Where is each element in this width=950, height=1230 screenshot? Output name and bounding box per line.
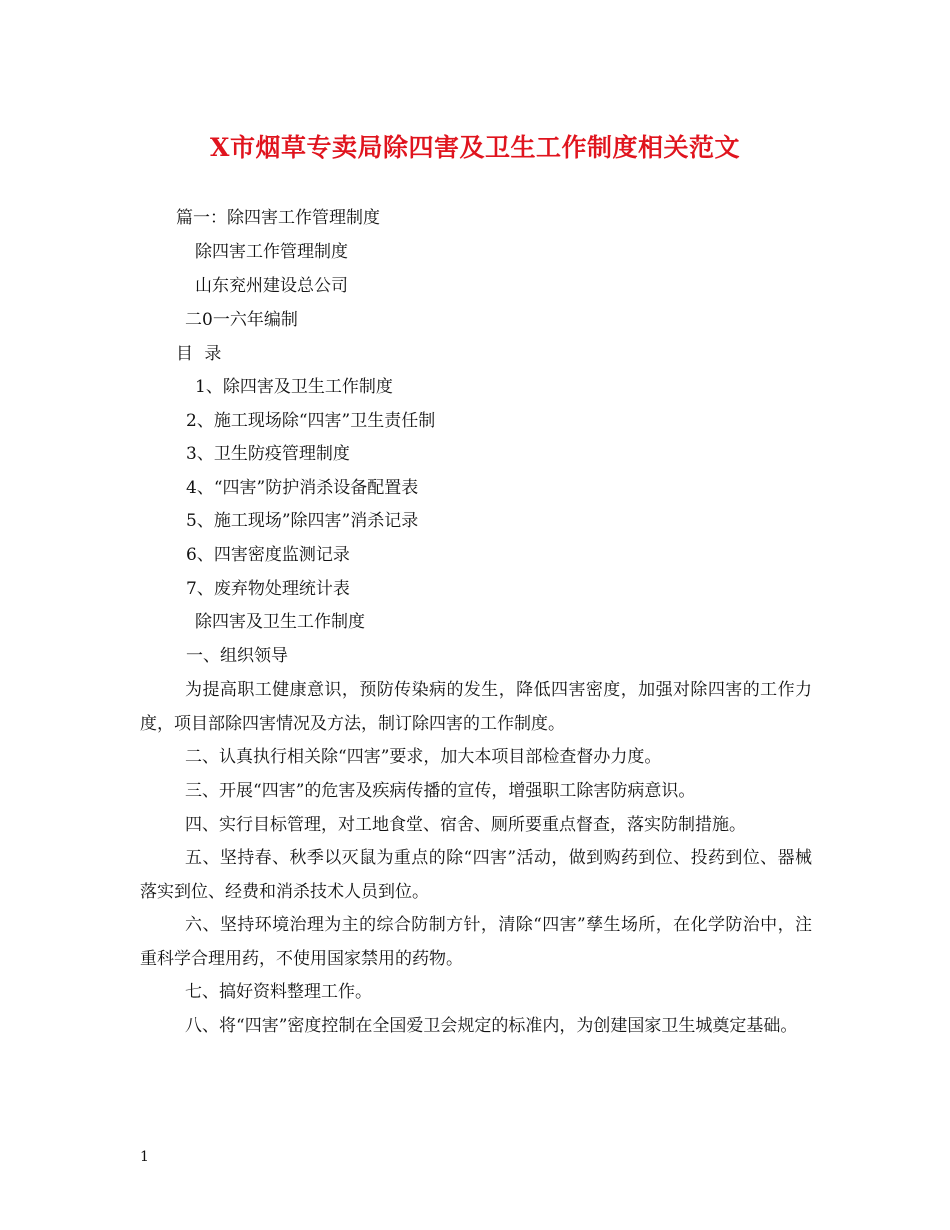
subtitle-line: 除四害工作管理制度 [195,242,348,262]
toc-item: 2、施工现场除“四害”卫生责任制 [186,411,436,431]
company-line: 山东兖州建设总公司 [195,276,348,296]
body-paragraph: 六、坚持环境治理为主的综合防制方针，清除“四害”孳生场所，在化学防治中，注重科学合理用药，不使用国家禁用的药物。 [140,915,812,969]
body-paragraph: 四、实行目标管理，对工地食堂、宿舍、厕所要重点督查，落实防制措施。 [185,815,747,835]
subsection-heading: 一、组织领导 [186,646,288,666]
page-number: 1 [140,1149,149,1165]
toc-item: 6、四害密度监测记录 [186,545,350,565]
date-line: 二0一六年编制 [185,310,298,330]
section-heading: 篇一：除四害工作管理制度 [176,208,380,228]
body-paragraph: 为提高职工健康意识，预防传染病的发生，降低四害密度，加强对除四害的工作力度，项目部除四害情况及方法，制订除四害的工作制度。 [140,680,812,734]
toc-item: 4、“四害”防护消杀设备配置表 [186,478,419,498]
body-paragraph: 五、坚持春、秋季以灭鼠为重点的除“四害”活动，做到购药到位、投药到位、器械落实到位、经费和消杀技术人员到位。 [140,848,812,902]
toc-item: 5、施工现场”除四害”消杀记录 [186,511,419,531]
toc-item: 7、废弃物处理统计表 [186,579,350,599]
section-title: 除四害及卫生工作制度 [195,612,365,632]
document-title: X市烟草专卖局除四害及卫生工作制度相关范文 [210,133,740,162]
toc-item: 3、卫生防疫管理制度 [186,444,350,464]
body-paragraph: 三、开展“四害”的危害及疾病传播的宣传，增强职工除害防病意识。 [185,781,696,801]
body-paragraph: 八、将“四害”密度控制在全国爱卫会规定的标准内，为创建国家卫生城奠定基础。 [185,1016,798,1036]
toc-item: 1、除四害及卫生工作制度 [195,377,393,397]
body-paragraph: 二、认真执行相关除“四害”要求，加大本项目部检查督办力度。 [185,747,662,767]
body-paragraph: 七、搞好资料整理工作。 [185,982,373,1002]
toc-heading: 目 录 [176,344,222,364]
